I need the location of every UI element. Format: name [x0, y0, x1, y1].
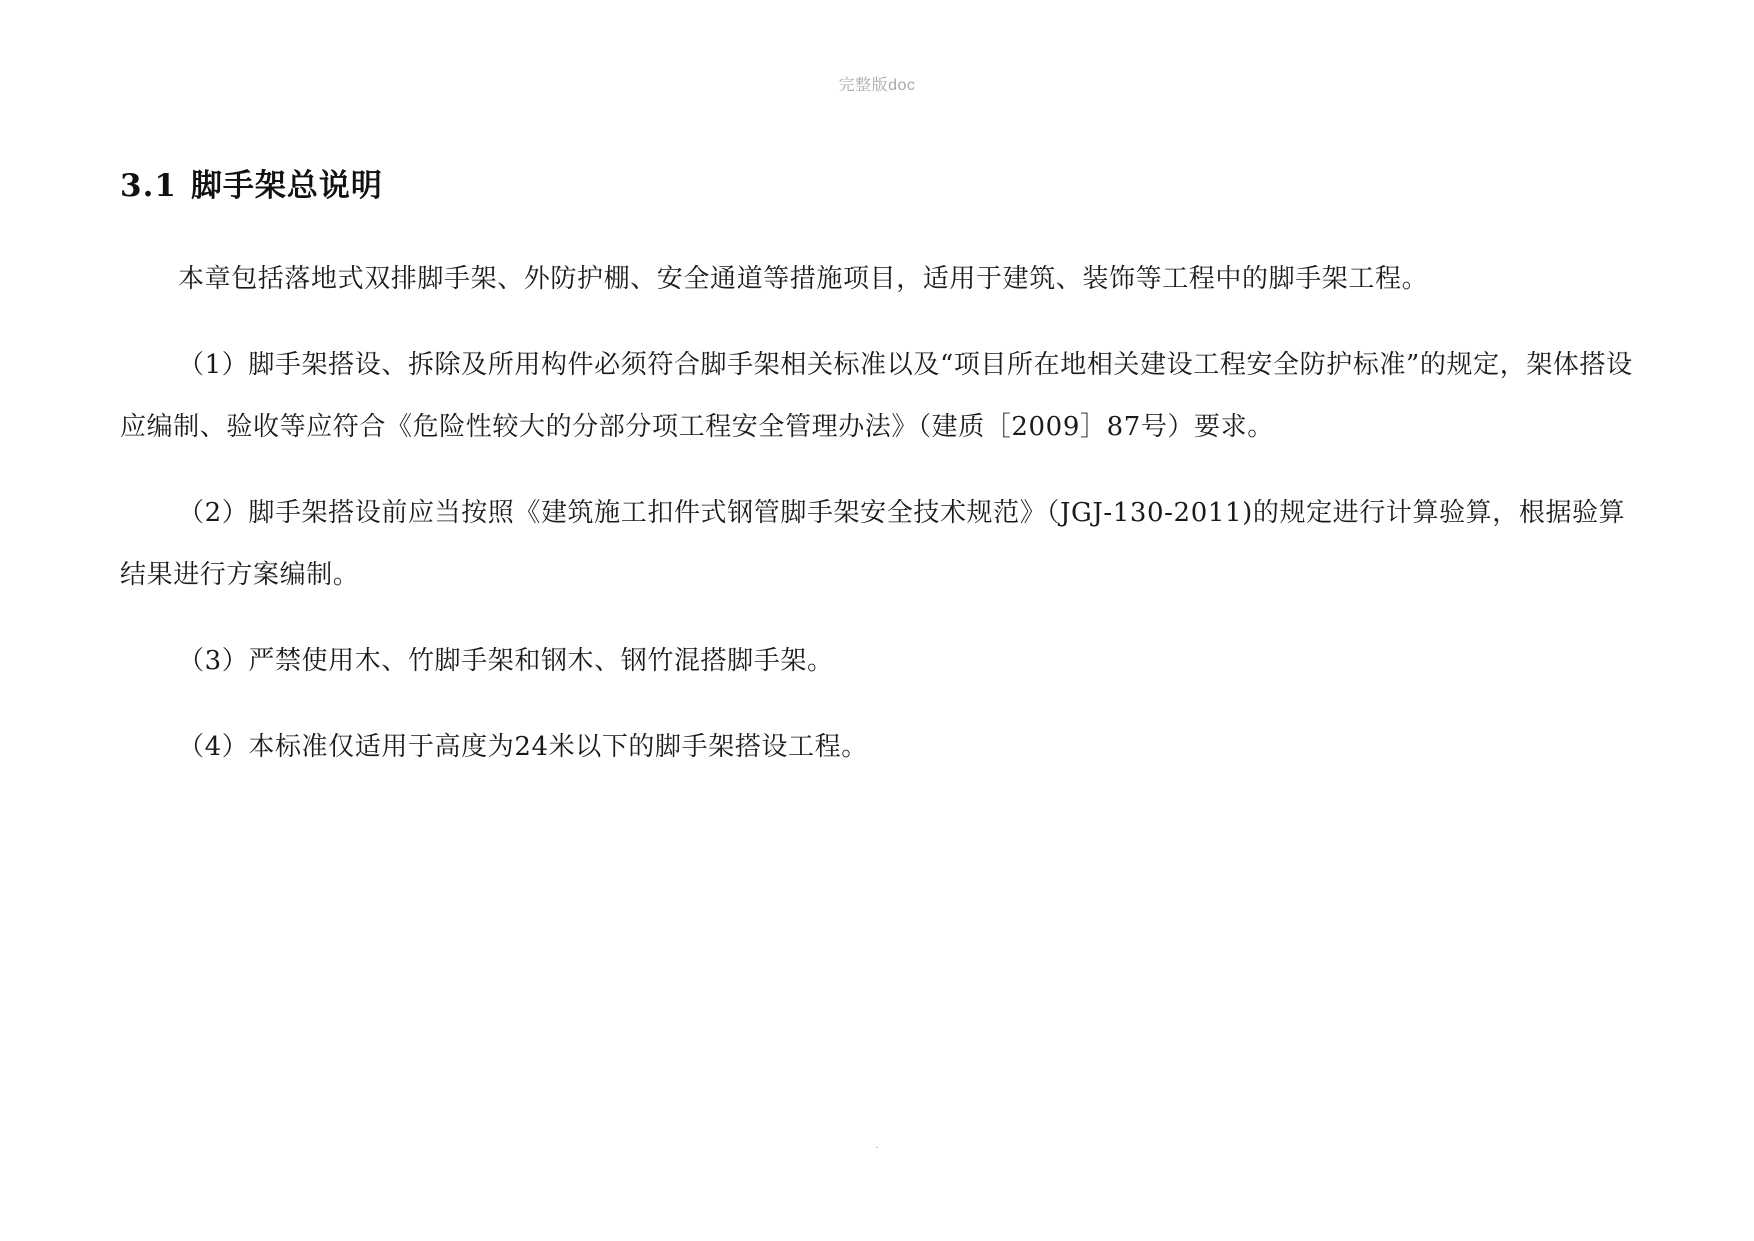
clause-1-paragraph: （1）脚手架搭设、拆除及所用构件必须符合脚手架相关标准以及“项目所在地相关建设工程安全防护标准”的规定，架体搭设应编制、验收等应符合《危险性较大的分部分项工程安全管理办法》（建质［2009］87号）要求。 — [120, 350, 1633, 442]
clause-3-paragraph: （3）严禁使用木、竹脚手架和钢木、钢竹混搭脚手架。 — [178, 646, 834, 676]
clause-2-paragraph: （2）脚手架搭设前应当按照《建筑施工扣件式钢管脚手架安全技术规范》（JGJ-130-2011)的规定进行计算验算，根据验算结果进行方案编制。 — [120, 498, 1626, 590]
section-number: 3.1 — [120, 168, 177, 204]
page-footer-mark: . — [875, 1140, 879, 1151]
section-title: 脚手架总说明 — [190, 168, 383, 204]
section-heading — [120, 160, 383, 205]
intro-paragraph: 本章包括落地式双排脚手架、外防护棚、安全通道等措施项目，适用于建筑、装饰等工程中的脚手架工程。 — [178, 264, 1429, 294]
clause-4-paragraph: （4）本标准仅适用于高度为24米以下的脚手架搭设工程。 — [178, 732, 868, 762]
document-body — [120, 248, 1650, 802]
page-header-watermark: 完整版doc — [838, 77, 916, 94]
